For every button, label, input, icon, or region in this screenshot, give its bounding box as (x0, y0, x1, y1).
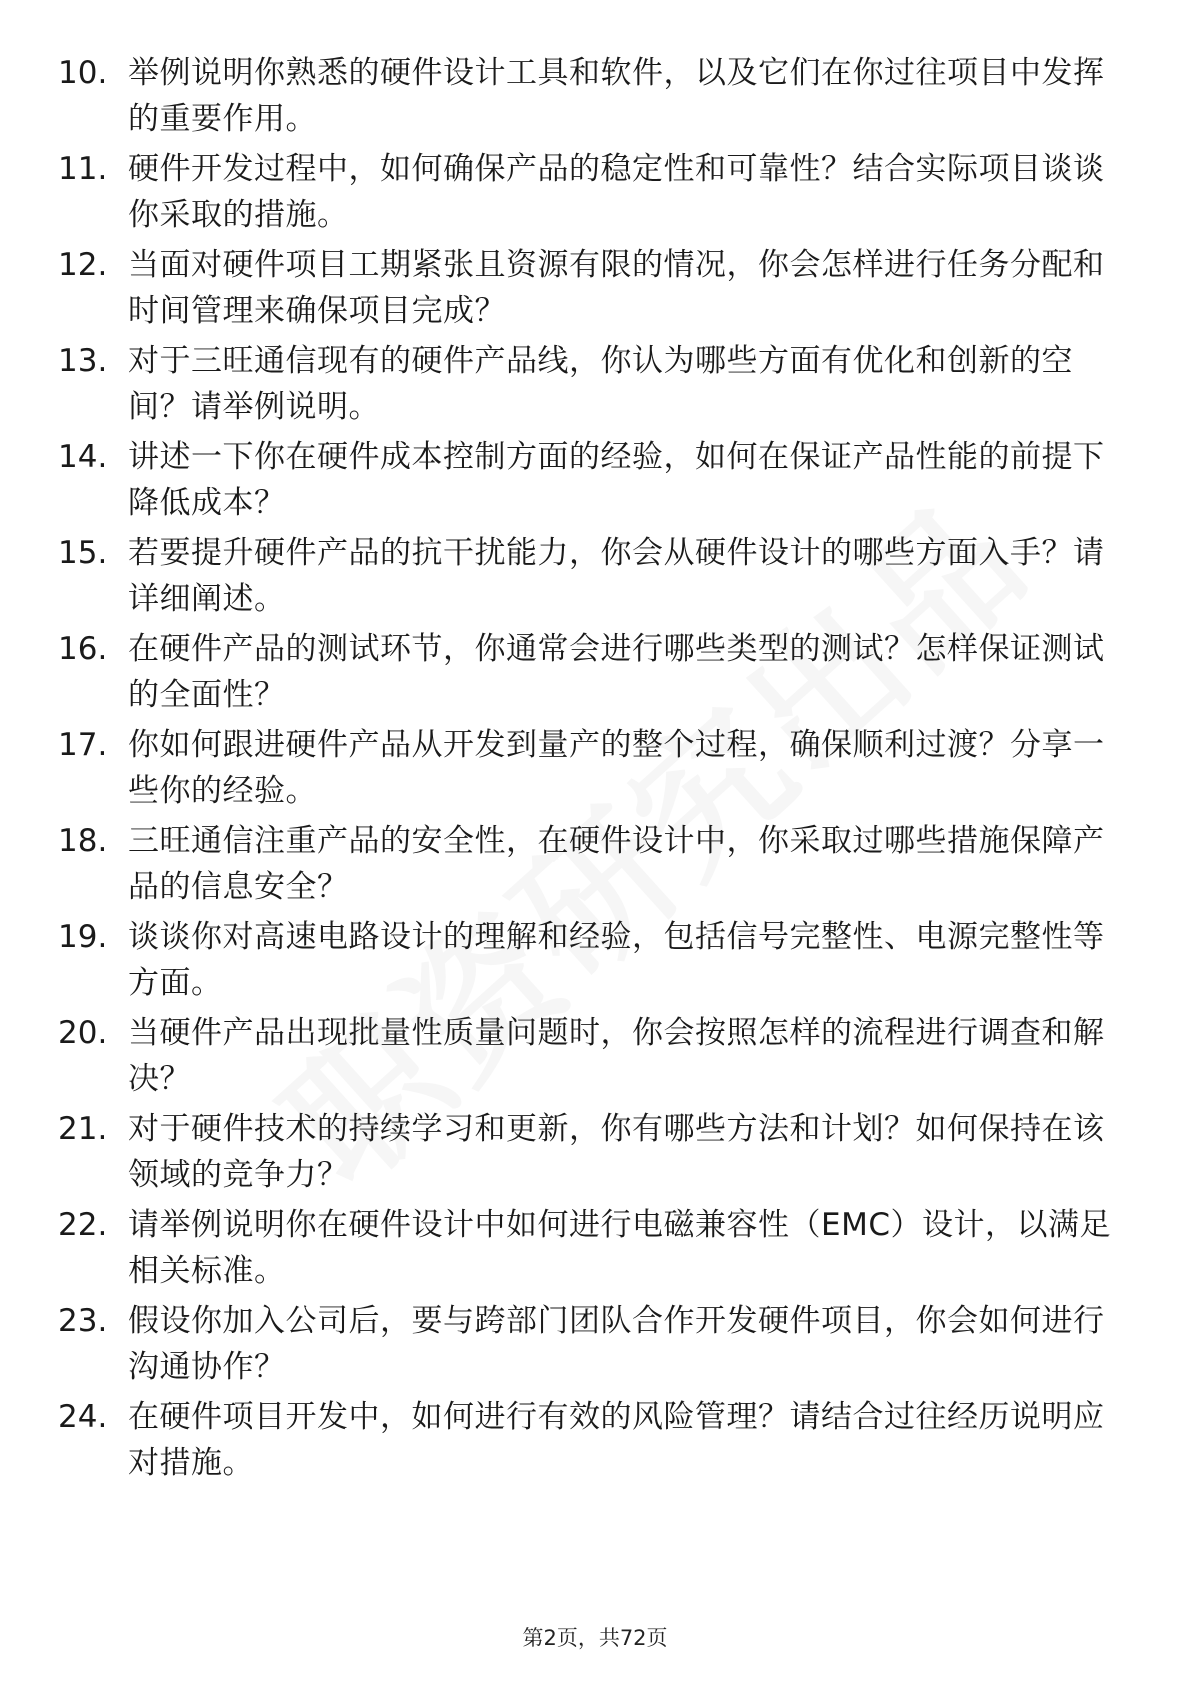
question-number: 11. (58, 151, 108, 187)
question-text: 若要提升硬件产品的抗干扰能力，你会从硬件设计的哪些方面入手？请详细阐述。 (128, 535, 1105, 617)
question-text: 硬件开发过程中，如何确保产品的稳定性和可靠性？结合实际项目谈谈你采取的措施。 (128, 151, 1105, 233)
question-item (58, 818, 1113, 914)
question-text: 谈谈你对高速电路设计的理解和经验，包括信号完整性、电源完整性等方面。 (128, 919, 1105, 1001)
page-footer: 第2页，共72页 (522, 1626, 668, 1650)
question-number: 16. (58, 631, 108, 667)
question-text: 对于三旺通信现有的硬件产品线，你认为哪些方面有优化和创新的空间？请举例说明。 (128, 343, 1073, 425)
question-number: 22. (58, 1207, 108, 1243)
question-text: 对于硬件技术的持续学习和更新，你有哪些方法和计划？如何保持在该领域的竞争力？ (128, 1111, 1105, 1193)
question-text: 你如何跟进硬件产品从开发到量产的整个过程，确保顺利过渡？分享一些你的经验。 (128, 727, 1105, 809)
question-number: 15. (58, 535, 108, 571)
question-text: 当硬件产品出现批量性质量问题时，你会按照怎样的流程进行调查和解决？ (128, 1015, 1105, 1097)
question-item (58, 530, 1113, 626)
question-number: 14. (58, 439, 108, 475)
question-text: 假设你加入公司后，要与跨部门团队合作开发硬件项目，你会如何进行沟通协作？ (128, 1303, 1105, 1385)
question-number: 12. (58, 247, 108, 283)
question-item (58, 1394, 1113, 1490)
question-number: 13. (58, 343, 108, 379)
question-number: 24. (58, 1399, 108, 1435)
question-text: 请举例说明你在硬件设计中如何进行电磁兼容性（EMC）设计，以满足相关标准。 (128, 1207, 1111, 1289)
question-number: 19. (58, 919, 108, 955)
question-number: 20. (58, 1015, 108, 1051)
question-item (58, 146, 1113, 242)
question-number: 23. (58, 1303, 108, 1339)
question-item (58, 914, 1113, 1010)
question-item (58, 1010, 1113, 1106)
question-text: 在硬件项目开发中，如何进行有效的风险管理？请结合过往经历说明应对措施。 (128, 1399, 1105, 1481)
question-item (58, 1298, 1113, 1394)
question-number: 18. (58, 823, 108, 859)
question-text: 举例说明你熟悉的硬件设计工具和软件，以及它们在你过往项目中发挥的重要作用。 (128, 55, 1105, 137)
question-item (58, 338, 1113, 434)
question-item (58, 1202, 1113, 1298)
question-item (58, 722, 1113, 818)
question-list (58, 50, 1113, 1490)
question-item (58, 242, 1113, 338)
question-text: 在硬件产品的测试环节，你通常会进行哪些类型的测试？怎样保证测试的全面性？ (128, 631, 1105, 713)
question-text: 讲述一下你在硬件成本控制方面的经验，如何在保证产品性能的前提下降低成本？ (128, 439, 1105, 521)
question-text: 当面对硬件项目工期紧张且资源有限的情况，你会怎样进行任务分配和时间管理来确保项目完成？ (128, 247, 1105, 329)
question-number: 10. (58, 55, 108, 91)
question-number: 17. (58, 727, 108, 763)
question-item (58, 434, 1113, 530)
question-item (58, 50, 1113, 146)
question-text: 三旺通信注重产品的安全性，在硬件设计中，你采取过哪些措施保障产品的信息安全？ (128, 823, 1105, 905)
question-item (58, 626, 1113, 722)
question-item (58, 1106, 1113, 1202)
question-number: 21. (58, 1111, 108, 1147)
